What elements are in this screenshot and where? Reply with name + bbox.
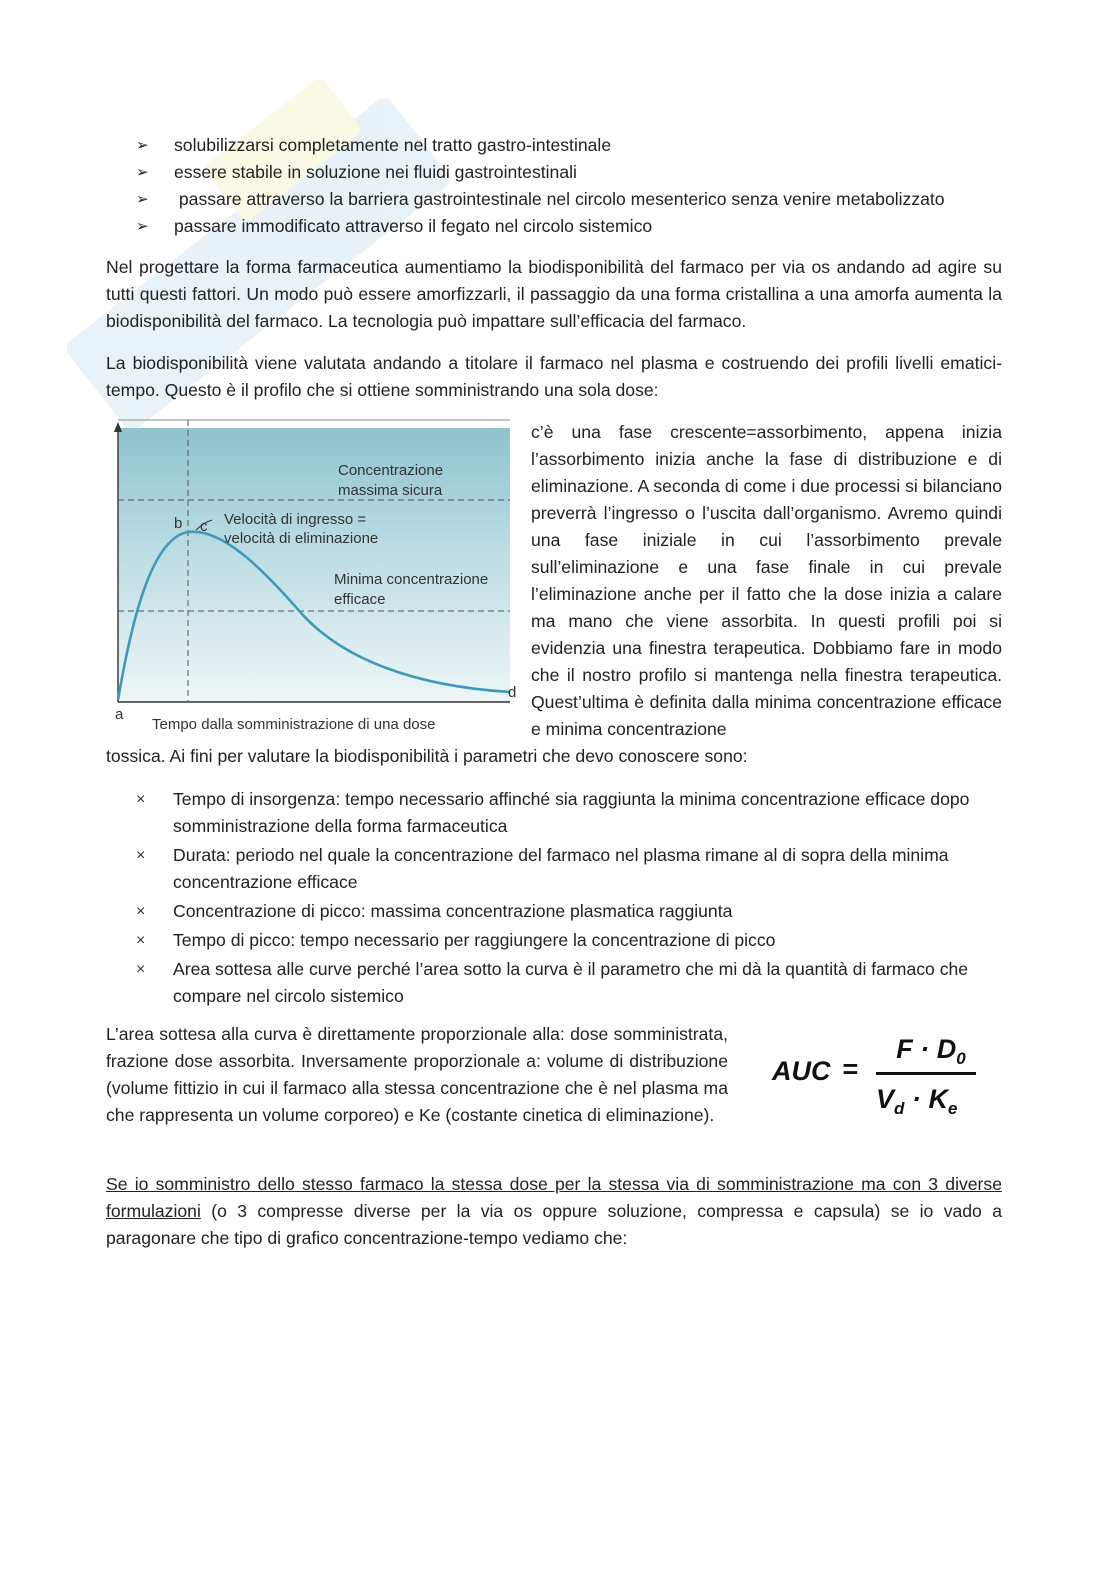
point-d-label: d: [508, 684, 517, 701]
fraction-bar: [876, 1072, 976, 1075]
label-max-line1: Concentrazione: [338, 462, 444, 479]
list-item: ➢ passare attraverso la barriera gastrointestinale nel circolo mesenterico senza venire metabolizzato: [136, 186, 1016, 213]
list-item: ➢ solubilizzarsi completamente nel tratto gastro-intestinale: [136, 132, 1016, 159]
formula-lhs: AUC: [772, 1056, 831, 1086]
label-max-line2: massima sicura: [338, 482, 443, 499]
parameters-list: [136, 786, 1002, 1012]
list-item: × Area sottesa alle curve perché l’area sotto la curva è il parametro che mi dà la quantità di farmaco che compare nel circolo sistemico: [136, 956, 1002, 1010]
label-velocity-line1: Velocità di ingresso =: [224, 511, 367, 528]
arrow-bullet-icon: ➢: [136, 164, 149, 181]
underlined-statement: Se io somministro dello stesso farmaco la stessa dose per la stessa via di somministrazione ma con 3 diverse formulazioni: [106, 1174, 1002, 1221]
cross-bullet-icon: ×: [136, 791, 146, 808]
y-axis-arrow-icon: [114, 422, 122, 432]
formula-equals: =: [842, 1054, 858, 1084]
label-min-line2: efficace: [334, 591, 386, 608]
paragraph-continuation: tossica. Ai fini per valutare la biodisponibilità i parametri che devo conoscere sono:: [106, 746, 748, 766]
list-item: × Tempo di insorgenza: tempo necessario affinché sia raggiunta la minima concentrazione efficace dopo somministrazione della forma farmaceutica: [136, 786, 1002, 840]
arrow-bullet-icon: ➢: [136, 137, 149, 154]
paragraph-bioavailability: La biodisponibilità viene valutata andando a titolare il farmaco nel plasma e costruendo dei profili livelli ematici-tempo. Questo è il profilo che si ottiene somministrando una sola dose:: [106, 353, 1002, 400]
concentration-time-figure: [112, 418, 520, 738]
cross-bullet-icon: ×: [136, 903, 146, 920]
list-item: × Concentrazione di picco: massima concentrazione plasmatica raggiunta: [136, 898, 1002, 925]
figure-description: c’è una fase crescente=assorbimento, appena inizia l’assorbimento inizia anche la fase di distribuzione e di eliminazione. A seconda di come i due processi si bilanciano preverrà l’ingresso o l’uscita dall’organismo. Avremo quindi una fase iniziale in cui l’assorbimento prevale sull’eliminazione e una fase finale in cui prevale l’eliminazione anche per il fatto che la dose inizia a calare ma mano che viene assorbita. In questi profili poi si evidenzia una finestra terapeutica. Dobbiamo fare in modo che il nostro profilo si mantenga nella finestra terapeutica. Quest’ultima è definita dalla minima concentrazione efficace e minima concentrazione: [531, 422, 1002, 739]
formula-numerator: $F \cdot D_0$: [896, 1034, 966, 1068]
list-item: × Tempo di picco: tempo necessario per raggiungere la concentrazione di picco: [136, 927, 1002, 954]
cross-bullet-icon: ×: [136, 932, 146, 949]
requirements-list: [136, 132, 1016, 240]
auc-explanation: L’area sottesa alla curva è direttamente proporzionale alla: dose somministrata, frazione dose assorbita. Inversamente proporzionale a: volume di distribuzione (volume fittizio in cui il farmaco alla stessa concentrazione che è nel plasma ma che rappresenta un volume corporeo) e Ke (costante cinetica di eliminazione).: [106, 1024, 728, 1125]
paragraph-formulation: Nel progettare la forma farmaceutica aumentiamo la biodisponibilità del farmaco per via os andando ad agire su tutti questi fattori. Un modo può essere amorfizzarli, il passaggio da una forma cristallina a una amorfa aumenta la biodisponibilità del farmaco. La tecnologia può impattare sull’efficacia del farmaco.: [106, 257, 1002, 331]
point-c-label: c: [200, 518, 208, 535]
arrow-bullet-icon: ➢: [136, 191, 149, 208]
list-item: ➢ essere stabile in soluzione nei fluidi gastrointestinali: [136, 159, 1016, 186]
arrow-bullet-icon: ➢: [136, 218, 149, 235]
auc-formula: [766, 1030, 986, 1130]
point-a-label: a: [115, 706, 124, 723]
cross-bullet-icon: ×: [136, 961, 146, 978]
formula-denominator: $V_d \cdot K_e$: [876, 1084, 958, 1118]
point-b-label: b: [174, 515, 183, 532]
label-velocity-line2: velocità di eliminazione: [224, 530, 379, 547]
x-axis-label: Tempo dalla somministrazione di una dose: [152, 716, 436, 733]
list-item: ➢ passare immodificato attraverso il fegato nel circolo sistemico: [136, 213, 1016, 240]
plot-background: [118, 428, 510, 702]
label-min-line1: Minima concentrazione: [334, 571, 489, 588]
paragraph-formulations: Se io somministro dello stesso farmaco la stessa dose per la stessa via di somministrazione ma con 3 diverse formulazioni (o 3 compresse diverse per la via os oppure soluzione, compressa e capsula) se io vado a paragonare che tipo di grafico concentrazione-tempo vediamo che:: [106, 1174, 1002, 1248]
cross-bullet-icon: ×: [136, 847, 146, 864]
list-item: × Durata: periodo nel quale la concentrazione del farmaco nel plasma rimane al di sopra della minima concentrazione efficace: [136, 842, 1002, 896]
